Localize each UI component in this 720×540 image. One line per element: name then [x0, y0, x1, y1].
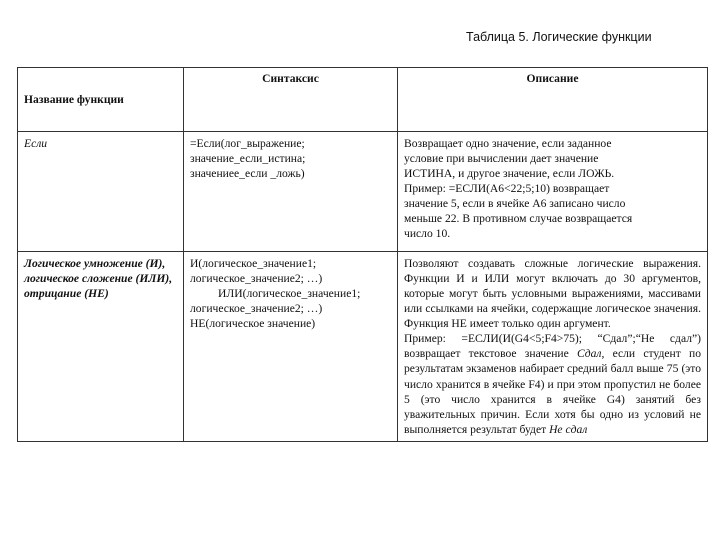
function-name: Логическое умножение (И), логическое сложение (ИЛИ), отрицание (НЕ)	[24, 257, 173, 301]
function-name-cell	[18, 132, 184, 252]
syntax-line: =Если(лог_выражение;	[190, 137, 305, 150]
description-cell	[398, 132, 708, 252]
description-line: Пример: =ЕСЛИ(А6<22;5;10) возвращает	[404, 182, 610, 196]
example-text: , если студент по результатам экзаменов набирает средний балл выше 75 (это число хранится в ячейке F4) и при этом пропустил не более 5 (это число хранится в ячейке G4) занятий без уважительных причин. Если хотя бы одно из условий не выполняется результат будет	[404, 347, 701, 436]
example-emphasis: Не сдал	[549, 422, 588, 436]
header-syntax: Синтаксис	[184, 68, 398, 132]
syntax-cell	[184, 252, 398, 442]
syntax-line: ИЛИ(логическое_значение1;	[218, 287, 361, 301]
example-text: Пример: =ЕСЛИ(И(G4<5;F4>75); “Сдал”;“Не сдал”) возвращает текстовое значение	[404, 332, 701, 361]
example-emphasis: Сдал	[577, 347, 602, 361]
description-line: число 10.	[404, 227, 451, 241]
syntax-line: значение_если_истина;	[190, 152, 306, 166]
description-line: Возвращает одно значение, если заданное	[404, 137, 612, 150]
description-example	[404, 331, 701, 436]
syntax-line: НЕ(логическое значение)	[190, 317, 316, 331]
table-caption: Таблица 5. Логические функции	[466, 30, 652, 44]
header-function-name: Название функции	[18, 68, 184, 132]
syntax-line: И(логическое_значение1;	[190, 257, 317, 270]
description-line: значение 5, если в ячейке А6 записано число	[404, 197, 626, 211]
syntax-cell	[184, 132, 398, 252]
description-line: ИСТИНА, и другое значение, если ЛОЖЬ.	[404, 167, 615, 181]
table-row	[18, 252, 708, 442]
table-row	[18, 132, 708, 252]
description-text: Позволяют создавать сложные логические выражения. Функции И и ИЛИ могут включать до 30 аргументов, которые могут быть условными выражениями, массивами или ссылками на ячейки, содержащие логическое значения. Функция НЕ имеет только один аргумент.	[404, 257, 701, 331]
description-line: условие при вычислении дает значение	[404, 152, 599, 166]
description-cell	[398, 252, 708, 442]
function-name: Если	[24, 137, 48, 150]
header-row	[18, 68, 708, 132]
function-name-cell	[18, 252, 184, 442]
syntax-line: логическое_значение2; …)	[190, 272, 323, 286]
description-line: меньше 22. В противном случае возвращается	[404, 212, 633, 226]
header-description: Описание	[398, 68, 708, 132]
logical-functions-table	[17, 67, 708, 442]
syntax-line: значениее_если _ложь)	[190, 167, 305, 181]
syntax-line: логическое_значение2; …)	[190, 302, 323, 316]
